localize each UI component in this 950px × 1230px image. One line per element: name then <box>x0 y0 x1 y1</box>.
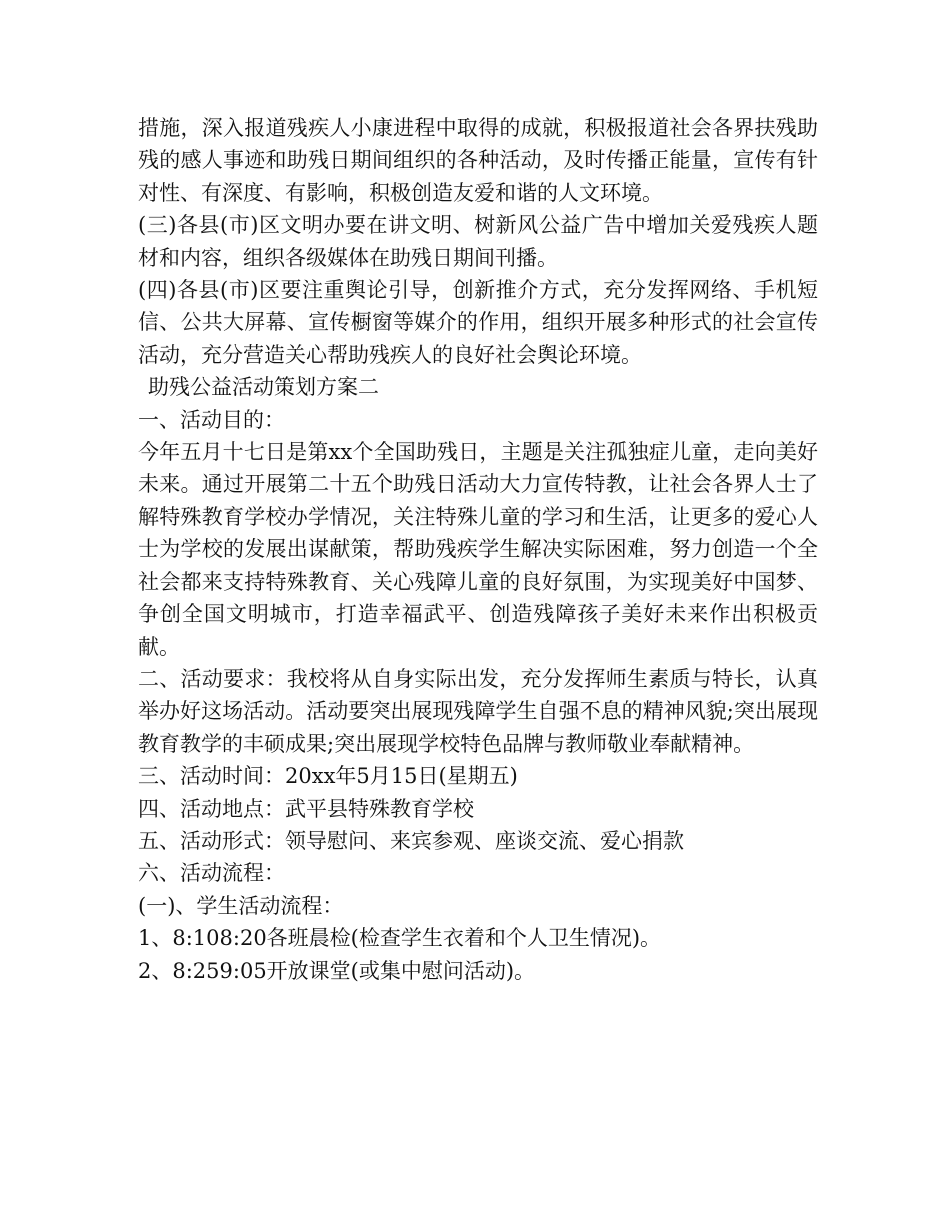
heading-purpose: 一、活动目的： <box>138 407 285 432</box>
paragraph-item-four: (四)各县(市)区要注重舆论引导，创新推介方式，充分发挥网络、手机短信、公共大屏幕、宣传橱窗等媒介的作用，组织开展多种形式的社会宣传活动，充分营造关心帮助残疾人的良好社会舆论环境。 <box>138 278 818 367</box>
heading-process: 六、活动流程： <box>138 861 285 886</box>
paragraph-item-three: (三)各县(市)区文明办要在讲文明、树新风公益广告中增加关爱残疾人题材和内容，组织各级媒体在助残日期间刊播。 <box>138 213 818 270</box>
line-location: 四、活动地点：武平县特殊教育学校 <box>138 796 474 821</box>
line-format: 五、活动形式：领导慰问、来宾参观、座谈交流、爱心捐款 <box>138 828 684 853</box>
paragraph-purpose: 今年五月十七日是第xx个全国助残日，主题是关注孤独症儿童，走向美好未来。通过开展第二十五个助残日活动大力宣传特教，让社会各界人士了解特殊教育学校办学情况，关注特殊儿童的学习和生活，让更多的爱心人士为学校的发展出谋献策，帮助残疾学生解决实际困难，努力创造一个全社会都来支持特殊教育、关心残障儿童的良好氛围，为实现美好中国梦、争创全国文明城市，打造幸福武平、创造残障孩子美好未来作出积极贡献。 <box>138 440 818 659</box>
paragraph-requirements: 二、活动要求：我校将从自身实际出发，充分发挥师生素质与特长，认真举办好这场活动。活动要突出展现残障学生自强不息的精神风貌;突出展现教育教学的丰硕成果;突出展现学校特色品牌与教师敬业奉献精神。 <box>138 666 818 756</box>
section-title: 助残公益活动策划方案二 <box>148 375 379 400</box>
document-page <box>138 112 818 987</box>
paragraph-measures: 措施，深入报道残疾人小康进程中取得的成就，积极报道社会各界扶残助残的感人事迹和助残日期间组织的各种活动，及时传播正能量，宣传有针对性、有深度、有影响，积极创造友爱和谐的人文环境。 <box>138 116 818 205</box>
list-item-1: 1、8:108:20各班晨检(检查学生衣着和个人卫生情况)。 <box>138 926 662 951</box>
line-time: 三、活动时间：20xx年5月15日(星期五) <box>138 764 518 789</box>
list-item-2: 2、8:259:05开放课堂(或集中慰问活动)。 <box>138 958 536 983</box>
heading-student-process: (一)、学生活动流程： <box>138 893 344 918</box>
